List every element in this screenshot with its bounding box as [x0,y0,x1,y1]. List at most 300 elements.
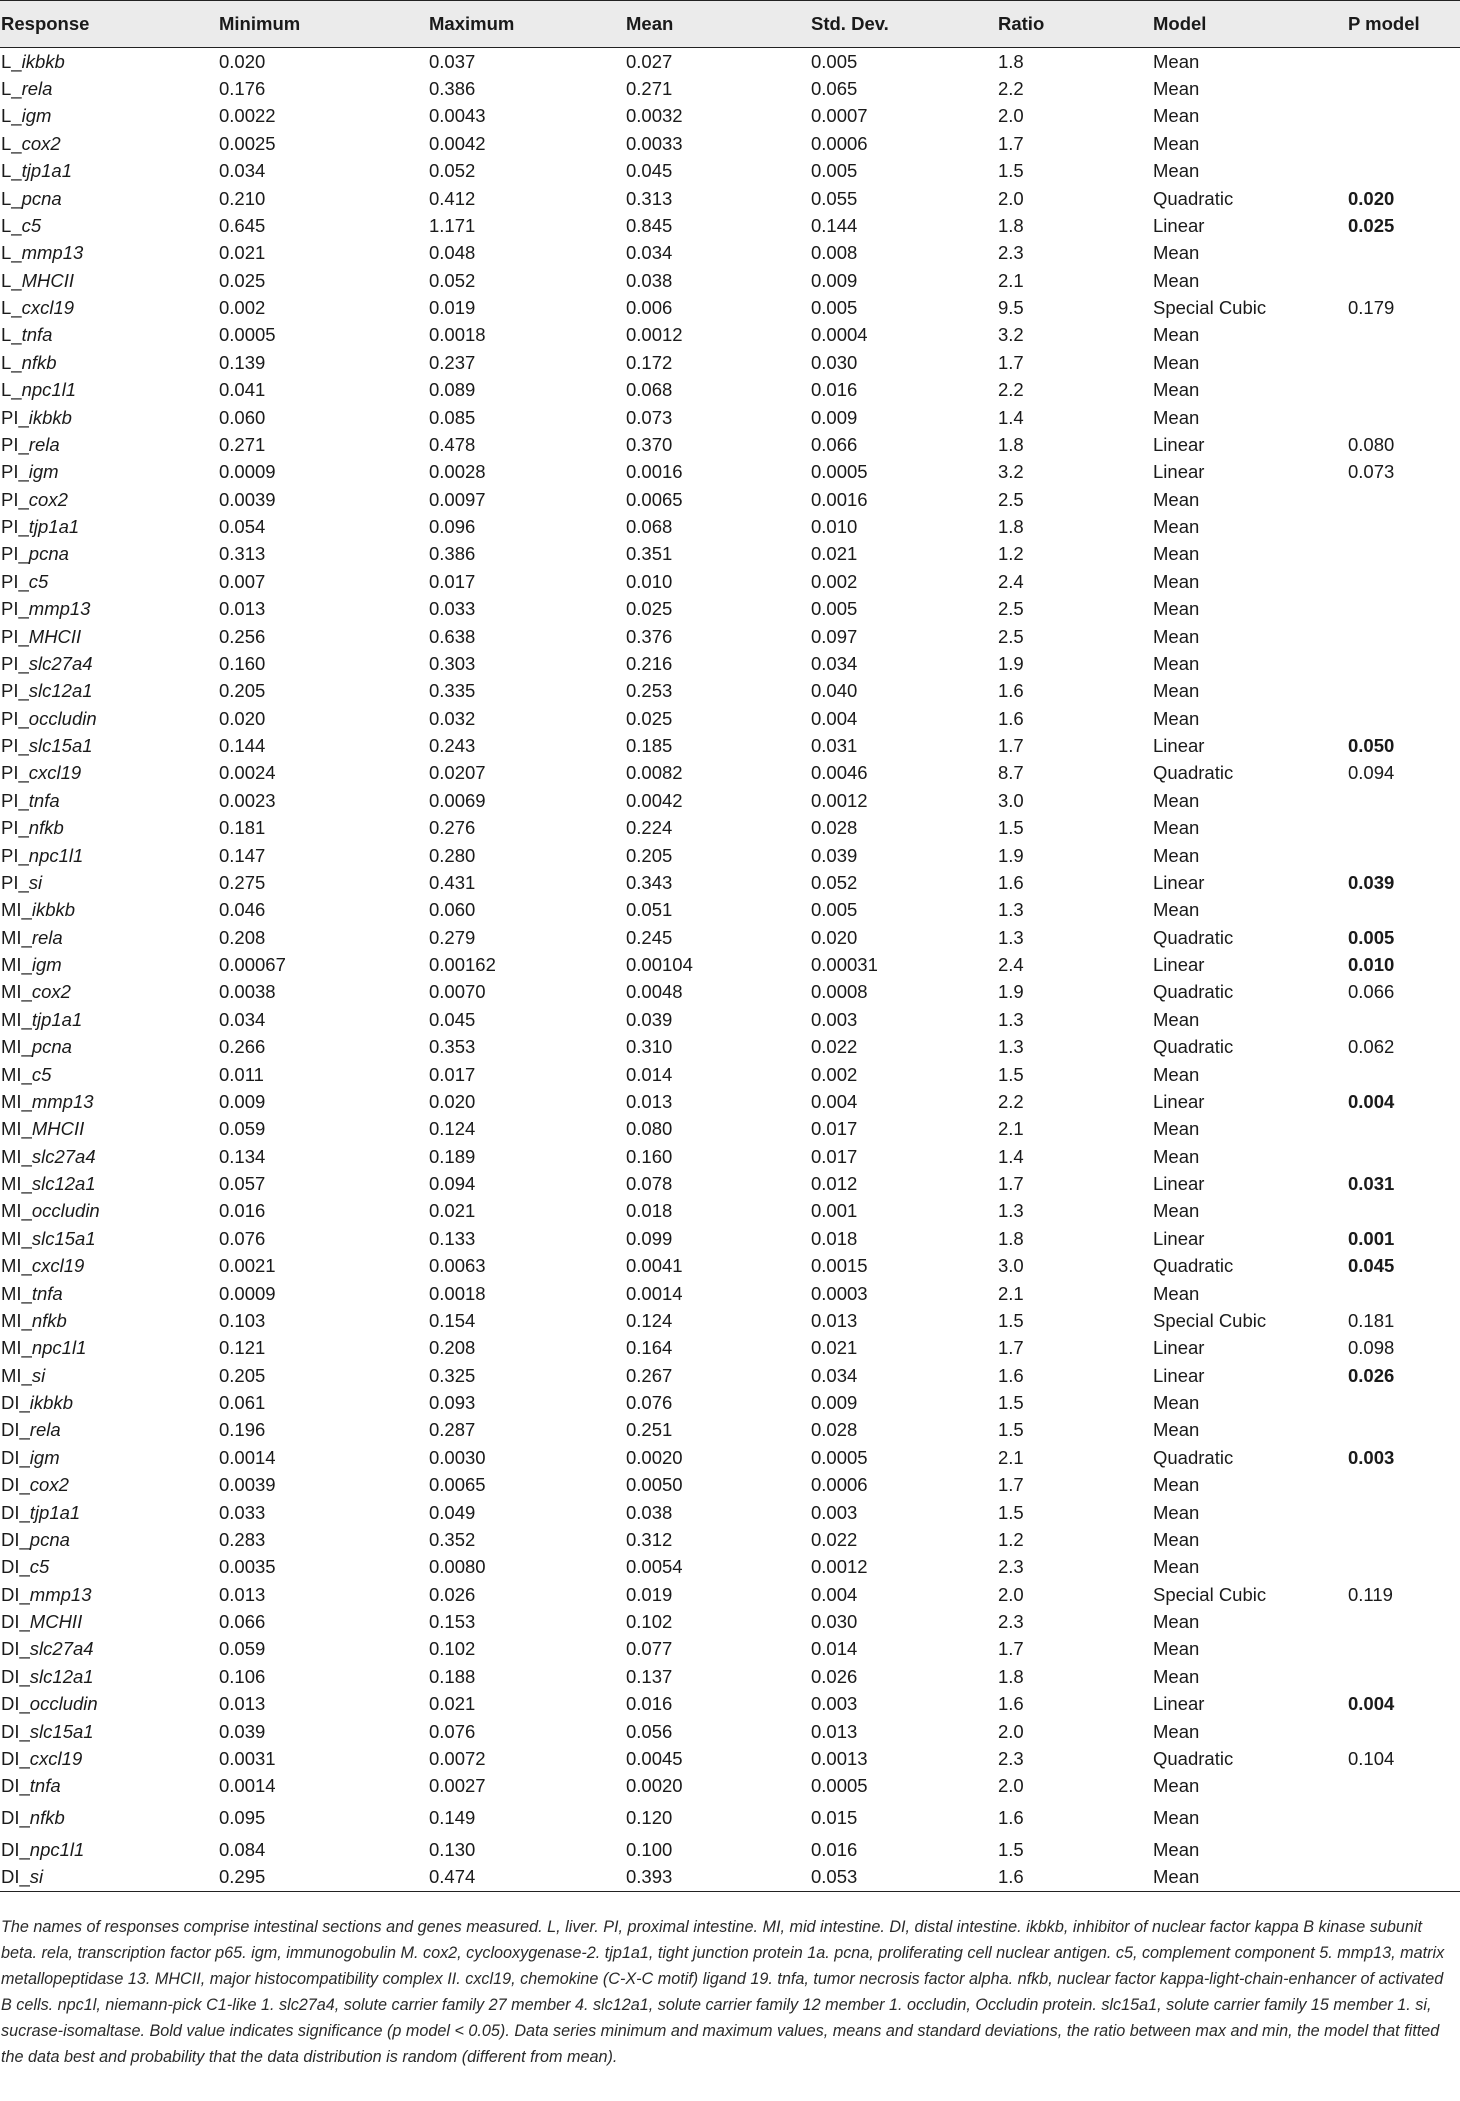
model-cell: Mean [1153,1474,1200,1496]
section-prefix: DI_ [1,1693,30,1715]
mean-cell: 0.312 [626,1528,673,1550]
p-model-cell: 0.179 [1348,297,1395,319]
ratio-cell: 1.2 [998,1528,1024,1550]
table-row [0,815,1460,842]
minimum-cell: 0.144 [219,735,266,757]
minimum-cell: 0.013 [219,1583,266,1605]
table-row [0,1526,1460,1553]
model-cell: Quadratic [1153,1747,1234,1769]
p-model-cell [1348,377,1460,404]
table-row [0,404,1460,431]
gene-name: cxcl19 [28,762,82,784]
ratio-cell: 1.2 [998,543,1024,565]
section-prefix: MI_ [1,1145,32,1167]
section-prefix: PI_ [1,652,29,674]
model-cell: Mean [1153,324,1200,346]
maximum-cell: 0.0030 [429,1446,486,1468]
maximum-cell: 0.060 [429,899,476,921]
minimum-cell: 0.196 [219,1419,266,1441]
p-model-cell [1348,48,1460,76]
section-prefix: L_ [1,78,22,100]
std-dev-cell: 0.002 [811,570,858,592]
gene-name: tnfa [29,1775,61,1797]
maximum-cell: 0.638 [429,625,476,647]
p-model-cell [1348,1417,1460,1444]
p-model-cell [1348,897,1460,924]
response-cell [0,1170,219,1197]
minimum-cell: 0.066 [219,1611,266,1633]
table-row [0,732,1460,759]
response-cell [0,459,219,486]
maximum-cell: 0.124 [429,1118,476,1140]
maximum-cell: 0.021 [429,1693,476,1715]
minimum-cell: 0.160 [219,652,266,674]
p-model-cell [1348,513,1460,540]
ratio-cell: 1.5 [998,1392,1024,1414]
mean-cell: 0.313 [626,187,673,209]
response-cell [0,842,219,869]
response-cell [0,294,219,321]
p-model-cell [1348,75,1460,102]
mean-cell: 0.205 [626,844,673,866]
gene-name: rela [31,926,63,948]
ratio-cell: 2.3 [998,1747,1024,1769]
ratio-cell: 1.6 [998,1863,1153,1891]
model-cell: Mean [1153,516,1200,538]
gene-name: cxcl19 [31,1255,85,1277]
mean-cell: 0.045 [626,160,673,182]
model-cell: Quadratic [1153,1036,1234,1058]
section-prefix: L_ [1,269,22,291]
table-row [0,1034,1460,1061]
gene-name: igm [29,1446,60,1468]
gene-name: c5 [29,1556,50,1578]
p-model-cell: 0.181 [1348,1309,1395,1331]
section-prefix: DI_ [1,1474,30,1496]
std-dev-cell: 0.055 [811,187,858,209]
response-cell [0,1581,219,1608]
mean-cell: 0.076 [626,1392,673,1414]
table-row [0,185,1460,212]
std-dev-cell: 0.017 [811,1145,858,1167]
section-prefix: PI_ [1,488,29,510]
ratio-cell: 1.9 [998,981,1024,1003]
gene-name: npc1l1 [28,844,84,866]
std-dev-cell: 0.015 [811,1807,858,1828]
p-model-cell [1348,1499,1460,1526]
minimum-cell: 0.025 [219,269,266,291]
p-model-cell: 0.005 [1348,926,1395,948]
mean-cell: 0.016 [626,1693,673,1715]
response-cell [0,897,219,924]
ratio-cell: 2.0 [998,187,1024,209]
model-cell: Mean [1153,1720,1200,1742]
response-cell [0,1691,219,1718]
response-cell [0,1472,219,1499]
model-cell: Mean [1153,1556,1200,1578]
p-model-cell [1348,1800,1460,1836]
response-cell [0,322,219,349]
table-row [0,1863,1460,1891]
mean-cell: 0.0045 [626,1747,683,1769]
ratio-cell: 3.2 [998,324,1024,346]
std-dev-cell: 0.001 [811,1200,858,1222]
mean-cell: 0.224 [626,817,673,839]
maximum-cell: 0.052 [429,269,476,291]
std-dev-cell: 0.021 [811,1337,858,1359]
maximum-cell: 0.032 [429,707,476,729]
p-model-cell [1348,1280,1460,1307]
gene-name: slc15a1 [29,1720,94,1742]
std-dev-cell: 0.039 [811,844,858,866]
maximum-cell: 0.052 [429,160,476,182]
ratio-cell: 2.1 [998,1118,1024,1140]
minimum-cell: 0.645 [219,214,266,236]
p-model-cell: 0.119 [1348,1583,1393,1605]
minimum-cell: 0.256 [219,625,266,647]
table-row [0,951,1460,978]
maximum-cell: 0.076 [429,1720,476,1742]
gene-name: c5 [31,1063,52,1085]
mean-cell: 0.102 [626,1611,673,1633]
model-cell: Mean [1153,844,1200,866]
response-cell [0,787,219,814]
minimum-cell: 0.060 [219,406,266,428]
section-prefix: L_ [1,214,22,236]
gene-name: nfkb [21,351,57,373]
mean-cell: 0.271 [626,78,673,100]
p-model-cell: 0.004 [1348,1693,1395,1715]
gene-name: slc27a4 [28,652,93,674]
mean-cell: 0.393 [626,1863,811,1891]
std-dev-cell: 0.004 [811,707,858,729]
gene-name: slc12a1 [29,1665,94,1687]
column-header-ratio: Ratio [998,1,1153,48]
minimum-cell: 0.076 [219,1227,266,1249]
section-prefix: PI_ [1,680,29,702]
table-row [0,705,1460,732]
std-dev-cell: 0.030 [811,351,858,373]
minimum-cell: 0.020 [219,707,266,729]
table-row [0,869,1460,896]
table-row [0,650,1460,677]
response-cell [0,1225,219,1252]
p-model-cell [1348,1389,1460,1416]
model-cell: Special Cubic [1153,1309,1267,1331]
ratio-cell: 1.5 [998,817,1024,839]
minimum-cell: 0.0031 [219,1747,276,1769]
section-prefix: PI_ [1,543,29,565]
response-cell [0,486,219,513]
response-cell [0,1362,219,1389]
model-cell: Mean [1153,105,1200,127]
maximum-cell: 0.431 [429,871,476,893]
mean-cell: 0.267 [626,1364,673,1386]
ratio-cell: 1.5 [998,1419,1024,1441]
response-cell [0,48,219,76]
mean-cell: 0.172 [626,351,673,373]
table-row [0,623,1460,650]
minimum-cell: 0.0025 [219,132,276,154]
model-cell: Mean [1153,1807,1200,1828]
ratio-cell: 1.7 [998,132,1024,154]
response-cell [0,1718,219,1745]
minimum-cell: 0.021 [219,242,266,264]
table-row [0,130,1460,157]
table-row [0,459,1460,486]
table-row [0,1636,1460,1663]
section-prefix: PI_ [1,762,29,784]
p-model-cell: 0.094 [1348,762,1395,784]
table-row [0,1608,1460,1635]
std-dev-cell: 0.144 [811,214,858,236]
model-cell: Quadratic [1153,926,1234,948]
maximum-cell: 0.0069 [429,789,486,811]
minimum-cell: 0.013 [219,598,266,620]
ratio-cell: 1.8 [998,1665,1024,1687]
mean-cell: 0.216 [626,652,673,674]
gene-name: slc12a1 [28,680,93,702]
maximum-cell: 0.094 [429,1173,476,1195]
section-prefix: MI_ [1,1200,32,1222]
section-prefix: DI_ [1,1528,30,1550]
std-dev-cell: 0.020 [811,926,858,948]
table-row [0,1116,1460,1143]
p-model-cell [1348,705,1460,732]
gene-name: ikbkb [31,899,76,921]
section-prefix: L_ [1,50,22,72]
p-model-cell [1348,1472,1460,1499]
section-prefix: MI_ [1,1118,32,1140]
section-prefix: MI_ [1,1090,32,1112]
model-cell: Linear [1153,735,1205,757]
minimum-cell: 0.033 [219,1501,266,1523]
gene-name: npc1l1 [21,379,77,401]
ratio-cell: 2.4 [998,570,1024,592]
maximum-cell: 0.352 [429,1528,476,1550]
std-dev-cell: 0.034 [811,652,858,674]
section-prefix: DI_ [1,1446,30,1468]
model-cell: Linear [1153,433,1205,455]
p-model-cell [1348,1863,1460,1891]
ratio-cell: 2.3 [998,1556,1024,1578]
gene-name: tnfa [31,1282,63,1304]
std-dev-cell: 0.0012 [811,1556,868,1578]
response-cell [0,1745,219,1772]
response-cell [0,1836,219,1863]
mean-cell: 0.019 [626,1583,673,1605]
model-cell: Mean [1153,78,1200,100]
std-dev-cell: 0.008 [811,242,858,264]
std-dev-cell: 0.040 [811,680,858,702]
p-model-cell: 0.062 [1348,1036,1395,1058]
mean-cell: 0.073 [626,406,673,428]
section-prefix: MI_ [1,981,32,1003]
mean-cell: 0.0082 [626,762,683,784]
p-model-cell [1348,541,1460,568]
gene-name: si [28,871,43,893]
p-model-cell: 0.104 [1348,1747,1395,1769]
section-prefix: DI_ [1,1747,30,1769]
ratio-cell: 3.0 [998,1255,1024,1277]
p-model-cell [1348,1006,1460,1033]
ratio-cell: 2.5 [998,598,1024,620]
minimum-cell: 0.134 [219,1145,266,1167]
mean-cell: 0.376 [626,625,673,647]
std-dev-cell: 0.028 [811,817,858,839]
minimum-cell: 0.041 [219,379,266,401]
model-cell: Quadratic [1153,762,1234,784]
table-row [0,568,1460,595]
maximum-cell: 0.0043 [429,105,486,127]
response-cell [0,1034,219,1061]
maximum-cell: 0.102 [429,1638,476,1660]
std-dev-cell: 0.016 [811,1838,858,1860]
mean-cell: 0.018 [626,1200,673,1222]
mean-cell: 0.0065 [626,488,683,510]
model-cell: Mean [1153,1419,1200,1441]
minimum-cell: 0.039 [219,1720,266,1742]
maximum-cell: 0.037 [429,50,476,72]
std-dev-cell: 0.012 [811,1173,858,1195]
ratio-cell: 2.5 [998,488,1024,510]
section-prefix: PI_ [1,707,29,729]
model-cell: Linear [1153,871,1205,893]
mean-cell: 0.014 [626,1063,673,1085]
ratio-cell: 9.5 [998,297,1024,319]
table-row [0,486,1460,513]
section-prefix: L_ [1,160,22,182]
mean-cell: 0.137 [626,1665,673,1687]
model-cell: Mean [1153,1008,1200,1030]
table-body [0,48,1460,1892]
table-row [0,1718,1460,1745]
maximum-cell: 0.0065 [429,1474,486,1496]
p-model-cell: 0.066 [1348,981,1395,1003]
response-cell [0,705,219,732]
mean-cell: 0.100 [626,1838,673,1860]
minimum-cell: 0.059 [219,1638,266,1660]
minimum-cell: 0.0021 [219,1255,276,1277]
mean-cell: 0.245 [626,926,673,948]
response-cell [0,568,219,595]
p-model-cell [1348,568,1460,595]
model-cell: Mean [1153,1200,1200,1222]
minimum-cell: 0.095 [219,1807,266,1828]
mean-cell: 0.0016 [626,461,683,483]
column-header-minimum: Minimum [219,1,429,48]
mean-cell: 0.0050 [626,1474,683,1496]
ratio-cell: 1.6 [998,1364,1024,1386]
table-row [0,1198,1460,1225]
mean-cell: 0.0020 [626,1775,683,1797]
std-dev-cell: 0.0006 [811,132,868,154]
mean-cell: 0.0042 [626,789,683,811]
minimum-cell: 0.013 [219,1693,266,1715]
model-cell: Linear [1153,1090,1205,1112]
std-dev-cell: 0.0005 [811,461,868,483]
p-model-cell [1348,842,1460,869]
std-dev-cell: 0.0008 [811,981,868,1003]
maximum-cell: 0.412 [429,187,476,209]
response-cell [0,1663,219,1690]
table-header [0,1,1460,48]
ratio-cell: 2.3 [998,242,1024,264]
section-prefix: MI_ [1,1173,32,1195]
minimum-cell: 0.271 [219,433,266,455]
minimum-cell: 0.061 [219,1392,266,1414]
p-model-cell: 0.073 [1348,461,1395,483]
table-row [0,1417,1460,1444]
table-row [0,787,1460,814]
gene-name: igm [28,461,59,483]
std-dev-cell: 0.013 [811,1720,858,1742]
response-cell [0,1773,219,1800]
column-header-std-dev: Std. Dev. [811,1,998,48]
mean-cell: 0.038 [626,1501,673,1523]
table-row [0,1170,1460,1197]
minimum-cell: 0.205 [219,1364,266,1386]
ratio-cell: 1.7 [998,1638,1024,1660]
response-cell [0,1116,219,1143]
maximum-cell: 0.280 [429,844,476,866]
response-cell [0,815,219,842]
response-cell [0,240,219,267]
ratio-cell: 1.6 [998,680,1024,702]
std-dev-cell: 0.003 [811,1008,858,1030]
section-prefix: MI_ [1,1036,32,1058]
ratio-cell: 1.5 [998,160,1024,182]
model-cell: Linear [1153,1693,1205,1715]
table-row [0,294,1460,321]
minimum-cell: 0.0035 [219,1556,276,1578]
table-row [0,1691,1460,1718]
std-dev-cell: 0.0006 [811,1474,868,1496]
minimum-cell: 0.016 [219,1200,266,1222]
p-model-cell [1348,650,1460,677]
model-cell: Linear [1153,1337,1205,1359]
model-cell: Quadratic [1153,981,1234,1003]
mean-cell: 0.039 [626,1008,673,1030]
ratio-cell: 1.7 [998,351,1024,373]
p-model-cell [1348,1663,1460,1690]
maximum-cell: 0.0027 [429,1775,486,1797]
maximum-cell: 0.243 [429,735,476,757]
response-cell [0,103,219,130]
table-footnote: The names of responses comprise intestinal sections and genes measured. L, liver. PI, proximal intestine. MI, mid intestine. DI, distal intestine. ikbkb, inhibitor of nuclear factor kappa B kinase subunit beta. rela, transcription factor p65. igm, immunogobulin M. cox2, cyclooxygenase-2. tjp1a1, tight junction protein 1a. pcna, proliferating cell nuclear antigen. c5, complement component 5. mmp13, matrix metallopeptidase 13. MHCII, major histocompatibility complex II. cxcl19, chemokine (C-X-C motif) ligand 19. tnfa, tumor necrosis factor alpha. nfkb, nuclear factor kappa-light-chain-enhancer of activated B cells. npc1l, niemann-pick C1-like 1. slc27a4, solute carrier family 27 member 4. slc12a1, solute carrier family 12 member 1. occludin, Occludin protein. slc15a1, solute carrier family 15 member 1. si, sucrase-isomaltase. Bold value indicates significance (p model < 0.05). Data series minimum and maximum values, means and standard deviations, the ratio between max and min, the model that fitted the data best and probability that the data distribution is random (different from mean). [1,1918,1445,2066]
response-cell [0,1444,219,1471]
table-row [0,1280,1460,1307]
p-model-cell [1348,1061,1460,1088]
p-model-cell: 0.010 [1348,954,1395,976]
mean-cell: 0.343 [626,871,673,893]
ratio-cell: 1.6 [998,707,1024,729]
section-prefix: DI_ [1,1665,30,1687]
gene-name: nfkb [29,1807,65,1828]
gene-name: pcna [29,1528,70,1550]
std-dev-cell: 0.066 [811,433,858,455]
p-model-cell [1348,1143,1460,1170]
section-prefix: L_ [1,379,22,401]
section-prefix: DI_ [1,1720,30,1742]
section-prefix: DI_ [1,1807,30,1828]
model-cell: Mean [1153,1611,1200,1633]
std-dev-cell: 0.009 [811,406,858,428]
section-prefix: PI_ [1,598,29,620]
gene-name: slc15a1 [31,1227,96,1249]
response-cell [0,1800,219,1836]
mean-cell: 0.025 [626,707,673,729]
